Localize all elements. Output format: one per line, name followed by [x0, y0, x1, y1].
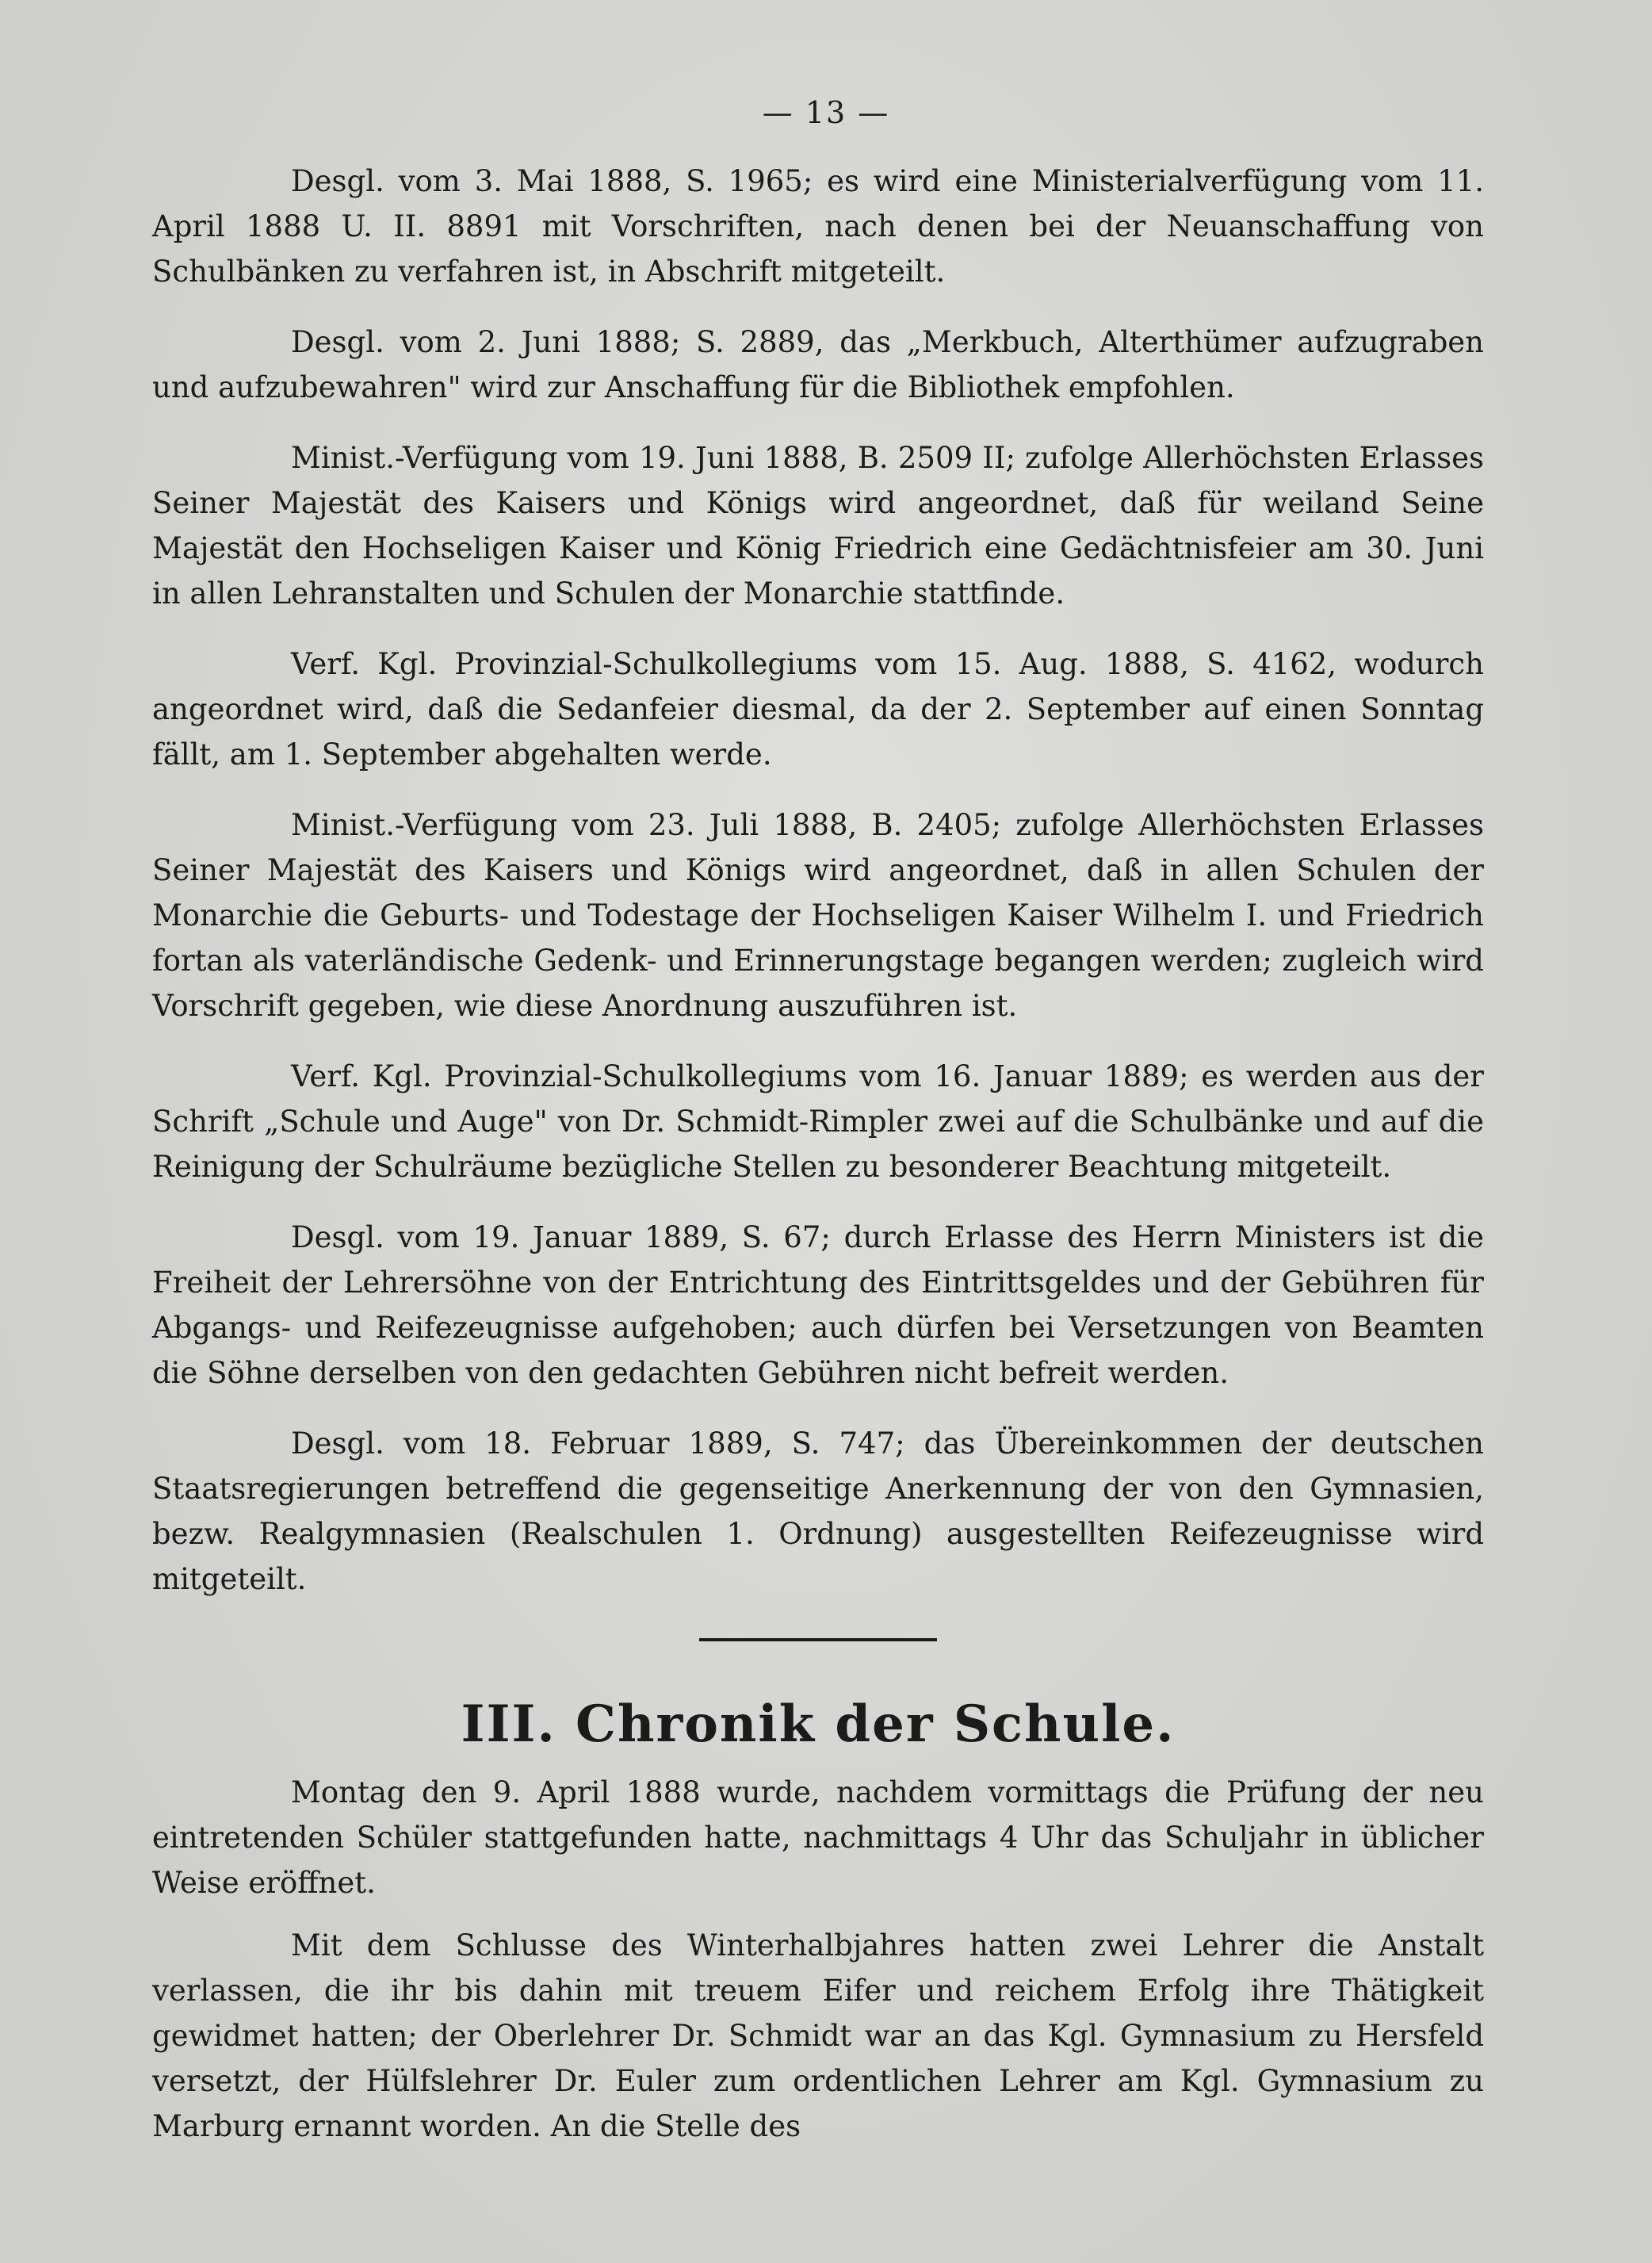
paragraph-2: Desgl. vom 2. Juni 1888; S. 2889, das „Merkbuch, Alterthümer aufzugraben und aufzubewahren" wird zur Anschaffung für die Bibliothek empfohlen. [152, 325, 1484, 404]
paragraph-4: Verf. Kgl. Provinzial-Schulkollegiums vom 15. Aug. 1888, S. 4162, wodurch angeordnet wird, daß die Sedanfeier diesmal, da der 2. September auf einen Sonntag fällt, am 1. September abgehalten werde. [152, 647, 1484, 772]
paragraph-8: Desgl. vom 18. Februar 1889, S. 747; das Übereinkommen der deutschen Staatsregierungen betreffend die gegenseitige Anerkennung der von den Gymnasien, bezw. Realgymnasien (Realschulen 1. Ordnung) ausgestellten Reifezeugnisse wird mitgeteilt. [152, 1426, 1484, 1596]
section-heading: III. Chronik der Schule. [461, 1694, 1176, 1754]
paragraph-1: Desgl. vom 3. Mai 1888, S. 1965; es wird eine Ministerialverfügung vom 11. April 1888 U. II. 8891 mit Vorschriften, nach denen bei der Neuanschaffung von Schulbänken zu verfahren ist, in Abschrift mitgeteilt. [152, 164, 1484, 289]
section-paragraph-1: Montag den 9. April 1888 wurde, nachdem vormittags die Prüfung der neu eintretenden Schüler stattgefunden hatte, nachmittags 4 Uhr das Schuljahr in üblicher Weise eröffnet. [152, 1775, 1484, 1900]
section-paragraph-2: Mit dem Schlusse des Winterhalbjahres hatten zwei Lehrer die Anstalt verlassen, die ihr bis dahin mit treuem Eifer und reichem Erfolg ihre Thätigkeit gewidmet hatten; der Oberlehrer Dr. Schmidt war an das Kgl. Gymnasium zu Hersfeld versetzt, der Hülfslehrer Dr. Euler zum ordentlichen Lehrer am Kgl. Gymnasium zu Marburg ernannt worden. An die Stelle des [152, 1928, 1484, 2143]
paragraph-3: Minist.-Verfügung vom 19. Juni 1888, B. 2509 II; zufolge Allerhöchsten Erlasses Seiner Majestät des Kaisers und Königs wird angeordnet, daß für weiland Seine Majestät den Hochseligen Kaiser und König Friedrich eine Gedächtnisfeier am 30. Juni in allen Lehranstalten und Schulen der Monarchie stattfinde. [152, 441, 1484, 611]
paragraph-7: Desgl. vom 19. Januar 1889, S. 67; durch Erlasse des Herrn Ministers ist die Freiheit der Lehrersöhne von der Entrichtung des Eintrittsgeldes und der Gebühren für Abgangs- und Reifezeugnisse aufgehoben; auch dürfen bei Versetzungen von Beamten die Söhne derselben von den gedachten Gebühren nicht befreit werden. [152, 1220, 1484, 1390]
paragraph-6: Verf. Kgl. Provinzial-Schulkollegiums vom 16. Januar 1889; es werden aus der Schrift „Schule und Auge" von Dr. Schmidt-Rimpler zwei auf die Schulbänke und auf die Reinigung der Schulräume bezügliche Stellen zu besonderer Beachtung mitgeteilt. [152, 1059, 1484, 1184]
section-body [152, 1770, 1484, 2149]
paragraph-5: Minist.-Verfügung vom 23. Juli 1888, B. 2405; zufolge Allerhöchsten Erlasses Seiner Majestät des Kaisers und Königs wird angeordnet, daß in allen Schulen der Monarchie die Geburts- und Todestage der Hochseligen Kaiser Wilhelm I. und Friedrich fortan als vaterländische Gedenk- und Erinnerungstage begangen werden; zugleich wird Vorschrift gegeben, wie diese Anordnung auszuführen ist. [152, 808, 1484, 1023]
body-text [152, 159, 1484, 2166]
section-divider [699, 1638, 937, 1641]
page-number: — 13 — [762, 95, 890, 130]
